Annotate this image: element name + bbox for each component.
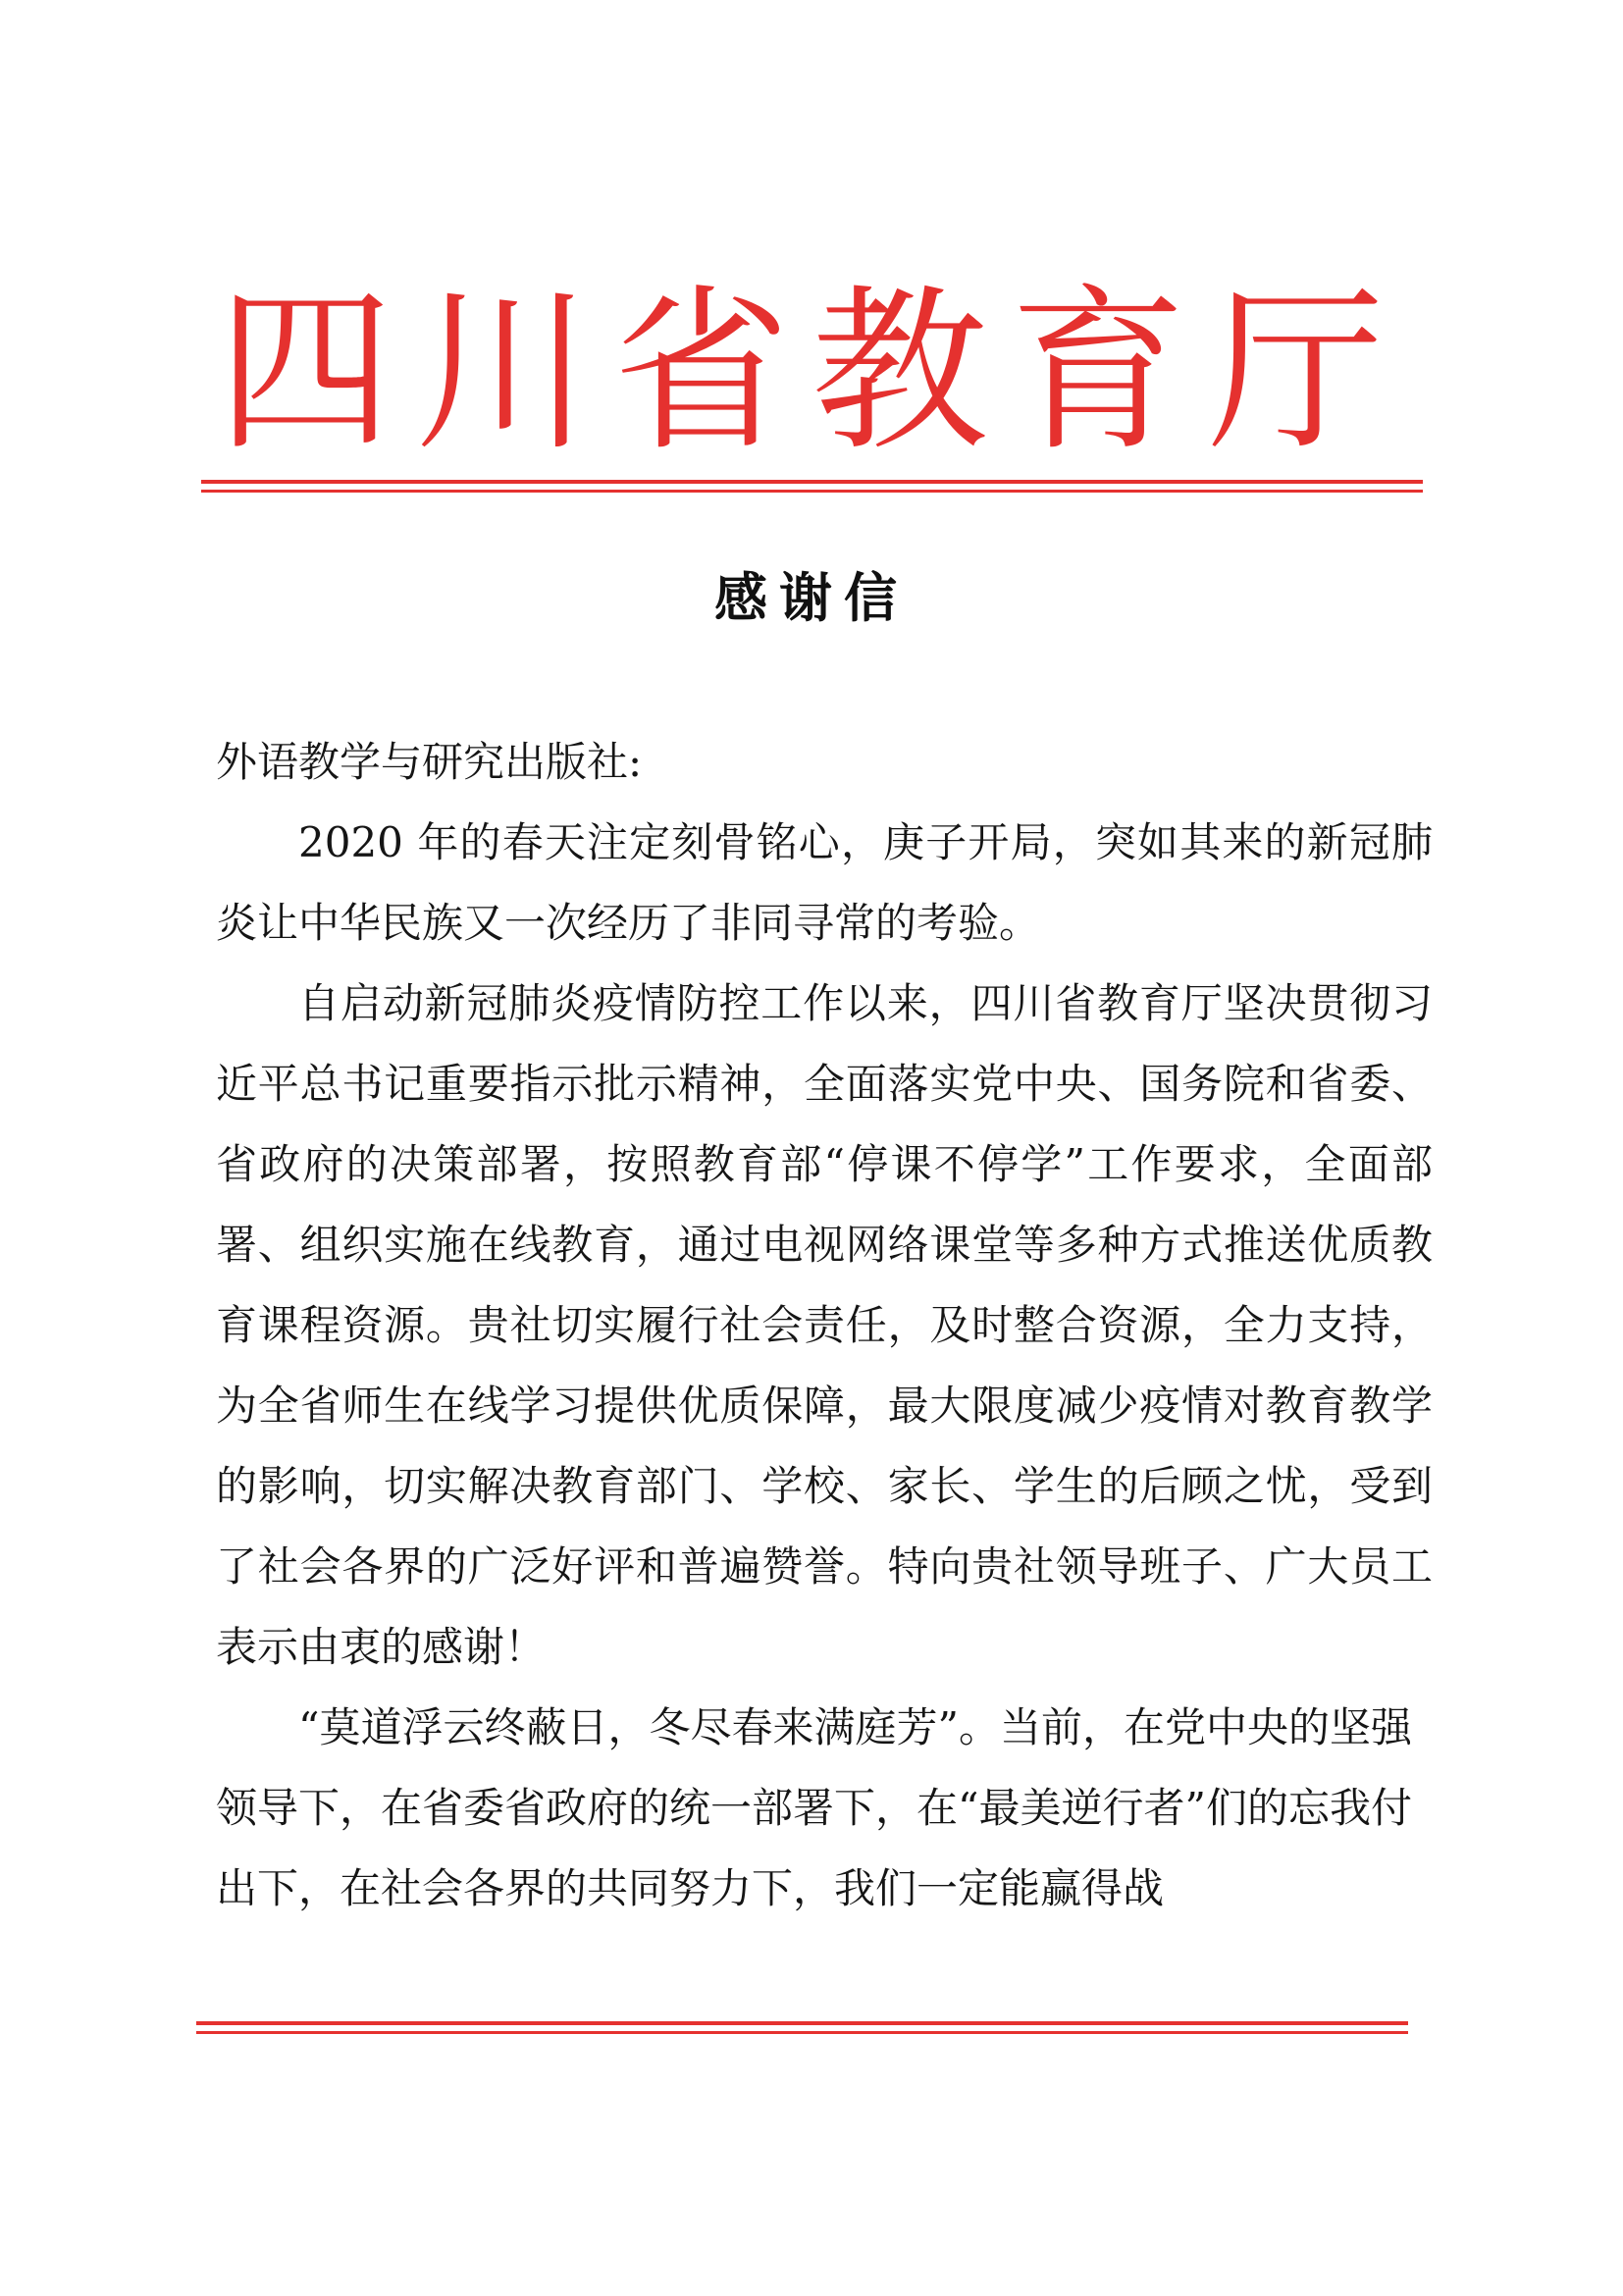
letter-body xyxy=(216,722,1433,1929)
paragraph-1: 2020 年的春天注定刻骨铭心，庚子开局，突如其来的新冠肺炎让中华民族又一次经历了非同寻常的考验。 xyxy=(216,818,1433,947)
paragraph-3: “莫道浮云终蔽日，冬尽春来满庭芳”。当前，在党中央的坚强领导下，在省委省政府的统一部署下，在“最美逆行者”们的忘我付出下，在社会各界的共同努力下，我们一定能赢得战 xyxy=(216,1703,1412,1912)
paragraph-2: 自启动新冠肺炎疫情防控工作以来，四川省教育厅坚决贯彻习近平总书记重要指示批示精神，全面落实党中央、国务院和省委、省政府的决策部署，按照教育部“停课不停学”工作要求，全面部署、组织实施在线教育，通过电视网络课堂等多种方式推送优质教育课程资源。贵社切实履行社会责任，及时整合资源，全力支持，为全省师生在线学习提供优质保障，最大限度减少疫情对教育教学的影响，切实解决教育部门、学校、家长、学生的后顾之忧，受到了社会各界的广泛好评和普遍赞誉。特向贵社领导班子、广大员工表示由衷的感谢！ xyxy=(216,979,1433,1671)
letterhead-org-name: 四川省教育厅 xyxy=(216,270,1406,475)
letterhead-red-rule-thick xyxy=(201,480,1423,484)
salutation: 外语教学与研究出版社: xyxy=(216,738,643,786)
letterhead-red-rule-thin xyxy=(201,490,1423,493)
footer-red-rule-thin xyxy=(196,2031,1408,2034)
footer-red-rule-thick xyxy=(196,2021,1408,2025)
document-title: 感谢信 xyxy=(714,567,909,629)
